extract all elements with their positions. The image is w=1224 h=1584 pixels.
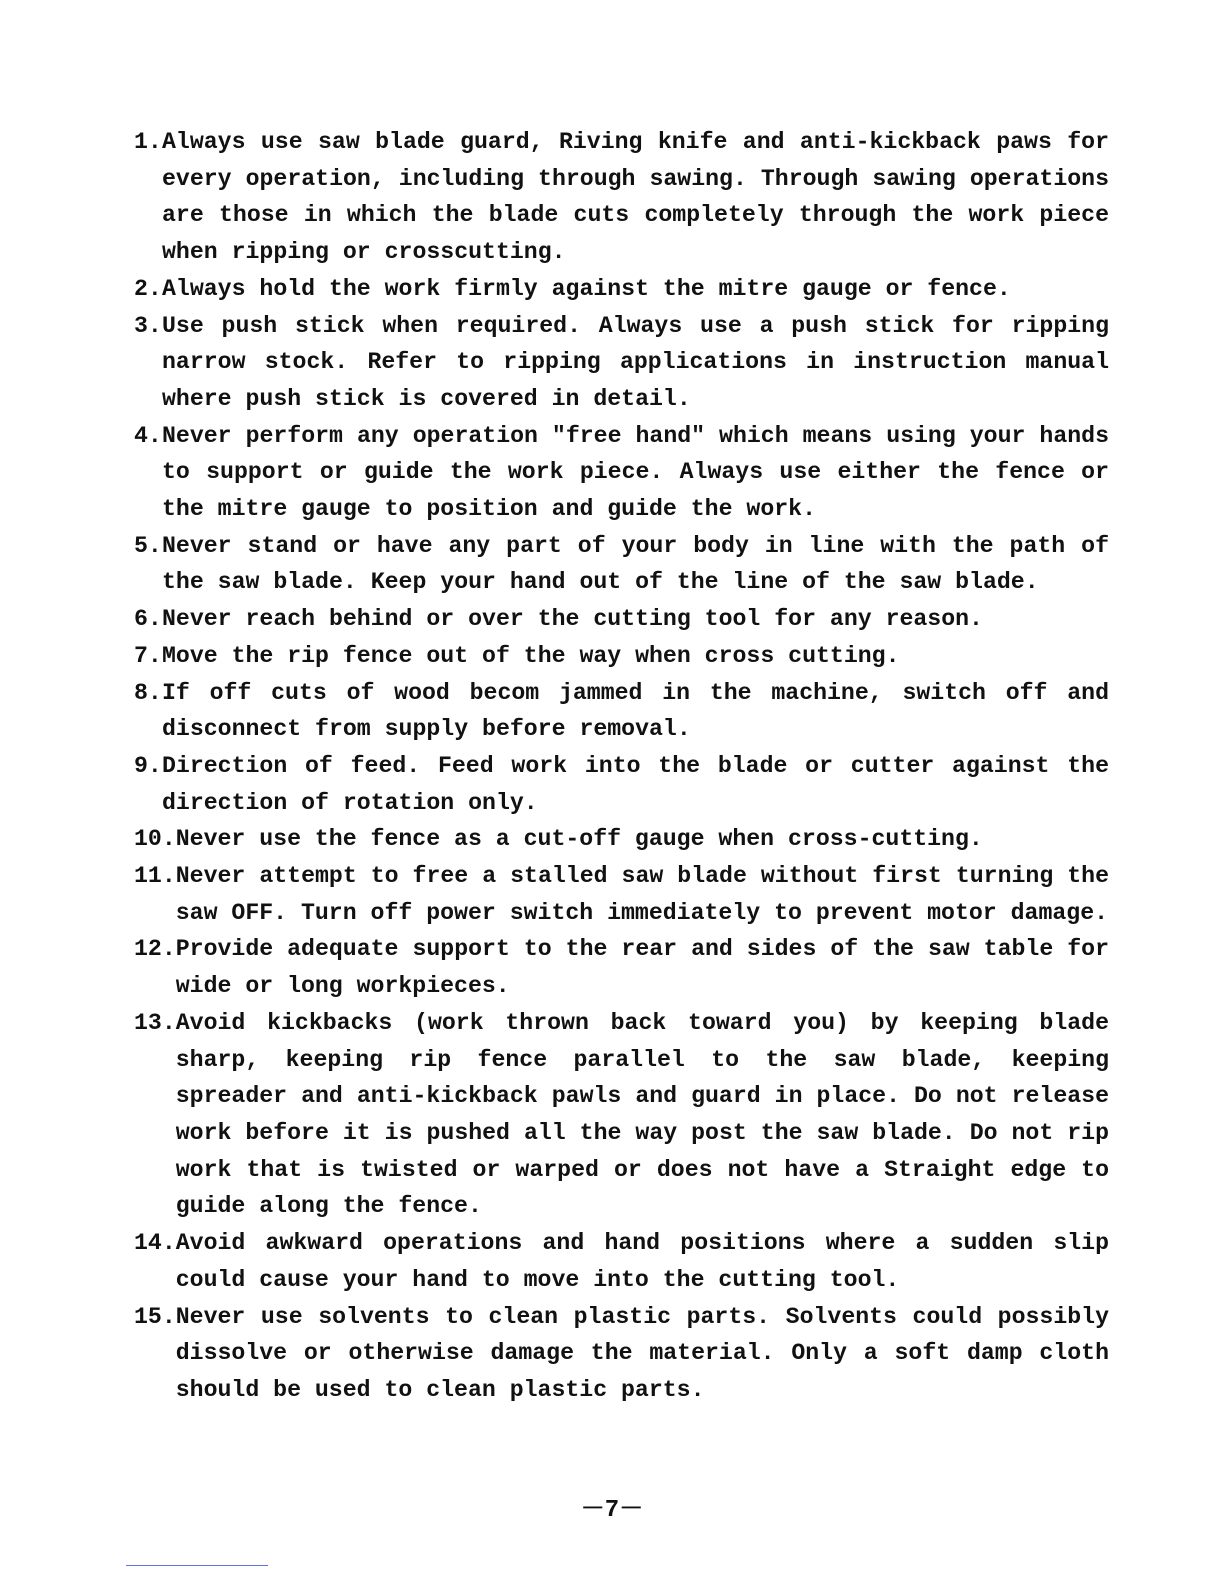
list-item [134,601,1109,638]
item-number: 12. [134,936,176,963]
item-number: 15. [134,1303,176,1330]
list-item [134,418,1109,528]
item-number: 10. [134,826,176,853]
item-text: Always use saw blade guard, Riving knife and anti-kickback paws for every operation, including through sawing. Through sawing operations are those in which the blade cuts completely through the work piece when ripping or crosscutting. [162,129,1109,266]
item-number: 4. [134,422,162,449]
list-item [134,675,1109,748]
list-item [134,638,1109,675]
item-text: If off cuts of wood becom jammed in the machine, switch off and disconnect from supply before removal. [162,679,1109,743]
list-item [134,821,1109,858]
list-item [134,528,1109,601]
item-number: 7. [134,642,162,669]
safety-instructions-list [134,124,1109,1409]
list-item [134,1299,1109,1409]
item-text: Move the rip fence out of the way when cross cutting. [162,642,900,669]
list-item [134,858,1109,931]
item-number: 11. [134,863,176,890]
list-item [134,271,1109,308]
item-text: Never reach behind or over the cutting tool for any reason. [162,606,983,633]
item-number: 13. [134,1009,176,1036]
list-item [134,931,1109,1004]
list-item [134,1225,1109,1298]
item-number: 14. [134,1230,176,1257]
item-text: Never perform any operation "free hand" which means using your hands to support or guide the work piece. Always use either the fence or the mitre gauge to position and guide the work. [162,422,1109,523]
footer-rule [126,1565,268,1566]
list-item [134,308,1109,418]
item-number: 1. [134,129,162,155]
item-number: 5. [134,532,162,559]
item-text: Never attempt to free a stalled saw blade without first turning the saw OFF. Turn off power switch immediately to prevent motor damage. [175,863,1109,926]
item-text: Avoid awkward operations and hand positions where a sudden slip could cause your hand to move into the cutting tool. [175,1230,1109,1293]
list-item [134,1005,1109,1225]
item-text: Direction of feed. Feed work into the blade or cutter against the direction of rotation only. [162,752,1109,816]
list-item [134,124,1109,271]
item-number: 2. [134,275,162,302]
item-text: Use push stick when required. Always use a push stick for ripping narrow stock. Refer to ripping applications in instruction manual where push stick is covered in detail. [162,312,1109,412]
item-text: Never use solvents to clean plastic parts. Solvents could possibly dissolve or otherwise damage the material. Only a soft damp cloth should be used to clean plastic parts. [175,1303,1109,1403]
item-text: Never stand or have any part of your body in line with the path of the saw blade. Keep your hand out of the line of the saw blade. [162,532,1109,596]
item-text: Never use the fence as a cut-off gauge when cross-cutting. [175,826,983,853]
page-number: －7－ [580,1497,644,1524]
item-number: 8. [134,679,162,706]
list-item [134,748,1109,821]
item-number: 6. [134,606,162,633]
item-text: Avoid kickbacks (work thrown back toward you) by keeping blade sharp, keeping rip fence parallel to the saw blade, keeping spreader and anti-kickback pawls and guard in place. Do not release work before it is pushed all the way post the saw blade. Do not rip work that is twisted or warped or does not have a Straight edge to guide along the fence. [175,1009,1109,1220]
item-number: 3. [134,312,162,339]
item-number: 9. [134,752,162,779]
item-text: Always hold the work firmly against the mitre gauge or fence. [162,275,1011,302]
item-text: Provide adequate support to the rear and sides of the saw table for wide or long workpieces. [175,936,1109,1000]
